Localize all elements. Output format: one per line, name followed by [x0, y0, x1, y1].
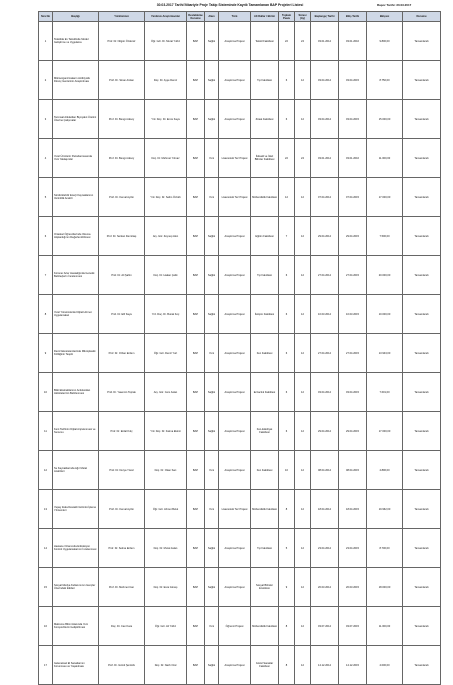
cell-status: Tamamlandı — [403, 100, 441, 139]
cell-budget: 11.000,00 — [367, 607, 403, 646]
cell-end: 03.04.2015 — [339, 61, 367, 100]
cell-unit: Mühendislik Fakültesi — [251, 607, 279, 646]
cell-type: Öğrenci Projesi — [219, 607, 251, 646]
cell-score: 6 — [279, 100, 295, 139]
cell-title: Mikroorganizmaların Antibiyotik Direnç Genlerinin Araştırılması — [53, 61, 99, 100]
cell-title: Tekstilde Ev Tekstilinde Model Geliştirme ve Uygulama — [53, 22, 99, 61]
cell-end: 07.04.2015 — [339, 178, 367, 217]
cell-title: Yapay Zeka Destekli Görüntü İşleme Yöntemleri — [53, 490, 99, 529]
cell-pi: Prof. Dr. Gönül Şentürk — [99, 646, 145, 685]
cell-org: BAP — [187, 646, 205, 685]
cell-team: Yrd. Doç. Dr. Emre Kaya — [145, 100, 187, 139]
col-header: Bitiş Tarihi — [339, 12, 367, 22]
cell-end: 20.03.2015 — [339, 568, 367, 607]
cell-no: 1 — [39, 22, 53, 61]
cell-no: 4 — [39, 139, 53, 178]
table-row — [39, 256, 441, 295]
cell-team: Arş. Gör. Zeynep Akın — [145, 217, 187, 256]
cell-type: Araştırma Projesi — [219, 295, 251, 334]
cell-type: Lisansüstü Tez Projesi — [219, 490, 251, 529]
cell-unit: Tıp Fakültesi — [251, 529, 279, 568]
cell-pi: Prof. Dr. Kemal Aydın — [99, 178, 145, 217]
cell-budget: 7.500,00 — [367, 217, 403, 256]
cell-score: 6 — [279, 373, 295, 412]
cell-status: Tamamlandı — [403, 412, 441, 451]
cell-no: 7 — [39, 256, 53, 295]
cell-budget: 9.800,00 — [367, 22, 403, 61]
cell-unit: Eczacılık Fakültesi — [251, 373, 279, 412]
cell-pi: Prof. Dr. Erdal Kılıç — [99, 412, 145, 451]
cell-type: Araştırma Projesi — [219, 217, 251, 256]
cell-status: Tamamlandı — [403, 61, 441, 100]
cell-start: 07.04.2014 — [311, 178, 339, 217]
cell-dur: 12 — [295, 295, 311, 334]
cell-unit: İktisadi ve İdari Bilimler Fakültesi — [251, 139, 279, 178]
cell-budget: 13.943,00 — [367, 334, 403, 373]
cell-status: Tamamlandı — [403, 178, 441, 217]
cell-title: Geleneksel El Sanatlarının Korunması ve Yaşatılması — [53, 646, 99, 685]
cell-unit: Güzel Sanatlar Fakültesi — [251, 646, 279, 685]
cell-type: Araştırma Projesi — [219, 256, 251, 295]
cell-dur: 12 — [295, 334, 311, 373]
cell-type: Araştırma Projesi — [219, 451, 251, 490]
cell-type: Araştırma Projesi — [219, 334, 251, 373]
cell-pi: Prof. Dr. Bengü Aksoy — [99, 139, 145, 178]
cell-no: 12 — [39, 451, 53, 490]
table-row — [39, 295, 441, 334]
cell-area: Sağlık — [205, 217, 219, 256]
cell-area: Sağlık — [205, 412, 219, 451]
cell-end: 03.01.2016 — [339, 22, 367, 61]
cell-org: BAP — [187, 217, 205, 256]
cell-unit: Tekstil Fakültesi — [251, 22, 279, 61]
col-header: Destekleme Kurumu — [188, 13, 203, 20]
cell-budget: 8.700,00 — [367, 529, 403, 568]
cell-area: Yeni — [205, 334, 219, 373]
cell-start: 29.04.2014 — [311, 217, 339, 256]
cell-title: Su Kaynaklarında Ağır Metal Analizleri — [53, 451, 99, 490]
cell-dur: 12 — [295, 646, 311, 685]
cell-unit: Tıp Fakültesi — [251, 61, 279, 100]
cell-type: Araştırma Projesi — [219, 646, 251, 685]
cell-team: Doç. Dr. Ayşe Demir — [145, 61, 187, 100]
cell-end: 23.04.2015 — [339, 529, 367, 568]
cell-budget: 10.000,00 — [367, 295, 403, 334]
cell-score: 22 — [279, 22, 295, 61]
cell-budget: 11.000,00 — [367, 139, 403, 178]
cell-area: Yeni — [205, 451, 219, 490]
cell-pi: Prof. Dr. Derya Yücel — [99, 451, 145, 490]
cell-no: 11 — [39, 412, 53, 451]
cell-org: BAP — [187, 61, 205, 100]
cell-end: 03.04.2015 — [339, 100, 367, 139]
cell-start: 08.04.2014 — [311, 451, 339, 490]
table-row — [39, 529, 441, 568]
cell-team: Öğr. Gör. Deniz Yurt — [145, 334, 187, 373]
cell-unit: Mühendislik Fakültesi — [251, 490, 279, 529]
cell-area: Sağlık — [205, 568, 219, 607]
cell-budget: 17.000,00 — [367, 178, 403, 217]
cell-start: 03.04.2014 — [311, 373, 339, 412]
cell-type: Araştırma Projesi — [219, 373, 251, 412]
cell-dur: 24 — [295, 139, 311, 178]
cell-area: Yeni — [205, 178, 219, 217]
cell-status: Tamamlandı — [403, 256, 441, 295]
col-header: Yürütücüsü — [99, 12, 145, 22]
cell-end: 29.04.2015 — [339, 412, 367, 451]
cell-team: Doç. Dr. Esra Güneş — [145, 568, 187, 607]
cell-title: Tarımsal Atıklardan Biyoyakıt Üretimi Üzerine Çalışmalar — [53, 100, 99, 139]
col-header: Başlığı — [53, 12, 99, 22]
cell-budget: 8.750,00 — [367, 61, 403, 100]
col-header: Toplam Puanı — [279, 12, 295, 22]
cell-start: 29.04.2014 — [311, 412, 339, 451]
cell-pi: Prof. Dr. Kemal Aydın — [99, 490, 145, 529]
table-row — [39, 22, 441, 61]
cell-no: 3 — [39, 100, 53, 139]
table-row — [39, 334, 441, 373]
cell-pi: Prof. Dr. Bengü Aksoy — [99, 100, 145, 139]
cell-dur: 12 — [295, 373, 311, 412]
cell-dur: 12 — [295, 568, 311, 607]
cell-no: 5 — [39, 178, 53, 217]
cell-status: Tamamlandı — [403, 451, 441, 490]
cell-pi: Doç. Dr. Can Kara — [99, 607, 145, 646]
report-id: Rapor Tarihi: 30.03.2017 — [377, 3, 412, 7]
cell-org: BAP — [187, 607, 205, 646]
cell-budget: 15.000,00 — [367, 100, 403, 139]
cell-unit: Tıp Fakültesi — [251, 256, 279, 295]
cell-unit: Eğitim Fakültesi — [251, 217, 279, 256]
col-header: Alt Dallar / Birimi — [251, 12, 279, 22]
table-body — [39, 22, 441, 685]
cell-pi: Prof. Dr. Elif Kaya — [99, 295, 145, 334]
cell-org: BAP — [187, 334, 205, 373]
cell-unit: Mühendislik Fakültesi — [251, 178, 279, 217]
cell-title: Yerel Yönetimlerde Dijital Hizmet Uygulamaları — [53, 295, 99, 334]
cell-start: 10.03.2014 — [311, 295, 339, 334]
cell-title: Bitki Ekstraktlarının Antioksidan Aktivitelerinin Belirlenmesi — [53, 373, 99, 412]
cell-org: BAP — [187, 256, 205, 295]
cell-status: Tamamlandı — [403, 490, 441, 529]
cell-end: 18.04.2015 — [339, 490, 367, 529]
cell-team: Yrd. Doç. Dr. Selim Öztürk — [145, 178, 187, 217]
table-row — [39, 451, 441, 490]
cell-dur: 12 — [295, 451, 311, 490]
cell-dur: 12 — [295, 412, 311, 451]
table-row — [39, 412, 441, 451]
cell-no: 14 — [39, 529, 53, 568]
cell-team: Yrd. Doç. Dr. Burak Koç — [145, 295, 187, 334]
col-header: Alanı — [205, 12, 219, 22]
cell-title: Deniz Ekosistemlerinde Mikroplastik Kirliliğinin Tespiti — [53, 334, 99, 373]
cell-start: 03.01.2014 — [311, 139, 339, 178]
cell-type: Araştırma Projesi — [219, 100, 251, 139]
cell-score: 22 — [279, 139, 295, 178]
cell-type: Araştırma Projesi — [219, 22, 251, 61]
cell-dur: 12 — [295, 607, 311, 646]
col-header: Yardımcı Araştırmacılar — [145, 12, 187, 22]
cell-area: Sağlık — [205, 529, 219, 568]
cell-area: Yeni — [205, 139, 219, 178]
cell-area: Sağlık — [205, 373, 219, 412]
cell-status: Tamamlandı — [403, 568, 441, 607]
cell-dur: 12 — [295, 217, 311, 256]
cell-title: Koroner Arter Hastalığında Genetik Belirteçlerin İncelenmesi — [53, 256, 99, 295]
cell-status: Tamamlandı — [403, 295, 441, 334]
cell-status: Tamamlandı — [403, 217, 441, 256]
cell-pi: Prof. Dr. Serkan Demirtaş — [99, 217, 145, 256]
cell-end: 03.04.2015 — [339, 373, 367, 412]
cell-unit: İletişim Fakültesi — [251, 295, 279, 334]
cell-score: 6 — [279, 412, 295, 451]
cell-start: 23.04.2014 — [311, 529, 339, 568]
cell-team: Doç. Dr. Okan Sarı — [145, 451, 187, 490]
cell-budget: 7.601,00 — [367, 373, 403, 412]
cell-type: Araştırma Projesi — [219, 61, 251, 100]
col-header: Türü — [219, 12, 251, 22]
cell-end: 14.12.2015 — [339, 646, 367, 685]
table-row — [39, 646, 441, 685]
table-row — [39, 568, 441, 607]
cell-org: BAP — [187, 373, 205, 412]
cell-end: 10.03.2015 — [339, 295, 367, 334]
cell-org: BAP — [187, 178, 205, 217]
cell-dur: 12 — [295, 490, 311, 529]
cell-status: Tamamlandı — [403, 22, 441, 61]
table-row — [39, 139, 441, 178]
cell-start: 18.04.2014 — [311, 490, 339, 529]
cell-score: 5 — [279, 529, 295, 568]
cell-pi: Prof. Dr. Yasemin Toprak — [99, 373, 145, 412]
cell-unit: Ziraat Fakültesi — [251, 100, 279, 139]
cell-budget: 4.000,00 — [367, 646, 403, 685]
cell-team: Öğr. Gör. Dr. Murat Yıldız — [145, 22, 187, 61]
table-row — [39, 373, 441, 412]
cell-no: 15 — [39, 568, 53, 607]
cell-dur: 12 — [295, 178, 311, 217]
cell-unit: Fen Fakültesi — [251, 334, 279, 373]
cell-org: BAP — [187, 490, 205, 529]
cell-end: 08.04.2015 — [339, 451, 367, 490]
cell-area: Sağlık — [205, 646, 219, 685]
cell-area: Sağlık — [205, 256, 219, 295]
cell-area: Sağlık — [205, 61, 219, 100]
cell-org: BAP — [187, 22, 205, 61]
cell-no: 13 — [39, 490, 53, 529]
cell-team: Öğr. Gör. Ali Yıldız — [145, 607, 187, 646]
cell-area: Yeni — [205, 490, 219, 529]
cell-status: Tamamlandı — [403, 334, 441, 373]
cell-score: 8 — [279, 490, 295, 529]
cell-type: Araştırma Projesi — [219, 412, 251, 451]
cell-score: 6 — [279, 334, 295, 373]
cell-status: Tamamlandı — [403, 529, 441, 568]
cell-pi: Prof. Dr. Orhan Erdem — [99, 334, 145, 373]
col-header: Sıra No — [39, 12, 53, 22]
cell-end: 27.04.2015 — [339, 256, 367, 295]
cell-team: Doç. Dr. Mehmet Yılmaz — [145, 139, 187, 178]
cell-no: 9 — [39, 334, 53, 373]
cell-org: BAP — [187, 295, 205, 334]
cell-team: Arş. Gör. Cem Aslan — [145, 373, 187, 412]
cell-team: Doç. Dr. Nazlı Oral — [145, 646, 187, 685]
cell-org: BAP — [187, 568, 205, 607]
cell-score: 6 — [279, 295, 295, 334]
cell-budget: 4.896,00 — [367, 451, 403, 490]
cell-start: 27.04.2014 — [311, 256, 339, 295]
table-row — [39, 217, 441, 256]
cell-start: 03.04.2014 — [311, 61, 339, 100]
cell-type: Lisansüstü Tez Projesi — [219, 178, 251, 217]
cell-score: 10 — [279, 451, 295, 490]
cell-type: Araştırma Projesi — [219, 529, 251, 568]
projects-table — [38, 11, 441, 685]
cell-status: Tamamlandı — [403, 607, 441, 646]
cell-dur: 12 — [295, 256, 311, 295]
cell-start: 03.04.2014 — [311, 100, 339, 139]
col-header: Başlangıç Tarihi — [311, 12, 339, 22]
cell-start: 03.01.2014 — [311, 22, 339, 61]
cell-pi: Prof. Dr. Ali Şahin — [99, 256, 145, 295]
cell-no: 6 — [39, 217, 53, 256]
col-header: Süresi (Ay) — [295, 12, 311, 22]
table-header-row — [39, 12, 441, 22]
cell-score: 9 — [279, 568, 295, 607]
col-header: Bütçesi — [367, 12, 403, 22]
cell-no: 8 — [39, 295, 53, 334]
cell-unit: Fen Fakültesi — [251, 451, 279, 490]
cell-score: 7 — [279, 217, 295, 256]
cell-start: 03.07.2014 — [311, 607, 339, 646]
cell-budget: 18.000,00 — [367, 568, 403, 607]
cell-area: Sağlık — [205, 22, 219, 61]
cell-pi: Prof. Dr. Mehmet Can — [99, 568, 145, 607]
table-row — [39, 490, 441, 529]
table-row — [39, 178, 441, 217]
cell-team: Yrd. Doç. Dr. Fatma Ekinci — [145, 412, 187, 451]
cell-score: 8 — [279, 607, 295, 646]
cell-org: BAP — [187, 529, 205, 568]
cell-unit: Fen-Edebiyat Fakültesi — [251, 412, 279, 451]
col-header: Durumu — [403, 12, 441, 22]
cell-title: Hastane Ortamında Enfeksiyon Kontrol Uygulamalarının İncelenmesi — [53, 529, 99, 568]
cell-no: 10 — [39, 373, 53, 412]
table-row — [39, 61, 441, 100]
cell-dur: 12 — [295, 61, 311, 100]
cell-status: Tamamlandı — [403, 139, 441, 178]
cell-budget: 17.000,00 — [367, 412, 403, 451]
cell-pi: Prof. Dr. Nilgün Özdemir — [99, 22, 145, 61]
cell-title: Sürdürülebilir Enerji Kaynaklarının Verimlilik Analizi — [53, 178, 99, 217]
cell-dur: 12 — [295, 100, 311, 139]
cell-title: Malzeme Bilimi Alanında Yeni Kompozitlerin Geliştirilmesi — [53, 607, 99, 646]
cell-org: BAP — [187, 139, 205, 178]
cell-dur: 12 — [295, 529, 311, 568]
cell-start: 20.03.2014 — [311, 568, 339, 607]
cell-pi: Prof. Dr. Selma Erdem — [99, 529, 145, 568]
cell-no: 17 — [39, 646, 53, 685]
table-row — [39, 100, 441, 139]
cell-title: Yerel Ürünlerin Pazarlanmasında Yeni Yaklaşımlar — [53, 139, 99, 178]
cell-end: 29.04.2015 — [339, 217, 367, 256]
cell-status: Tamamlandı — [403, 373, 441, 412]
cell-score: 8 — [279, 646, 295, 685]
cell-score: 6 — [279, 256, 295, 295]
cell-org: BAP — [187, 451, 205, 490]
cell-no: 2 — [39, 61, 53, 100]
cell-end: 03.01.2016 — [339, 139, 367, 178]
cell-title: Sosyal Medya Kullanımının Gençler Üzerindeki Etkileri — [53, 568, 99, 607]
cell-pi: Prof. Dr. Sinan Arslan — [99, 61, 145, 100]
cell-title: Ortaokul Öğrencilerinde Okuma Alışkanlığının Değerlendirilmesi — [53, 217, 99, 256]
cell-area: Sağlık — [205, 100, 219, 139]
cell-org: BAP — [187, 100, 205, 139]
cell-type: Lisansüstü Tez Projesi — [219, 139, 251, 178]
cell-team: Doç. Dr. Hakan Çelik — [145, 256, 187, 295]
cell-score: 12 — [279, 178, 295, 217]
cell-start: 14.12.2014 — [311, 646, 339, 685]
cell-title: Kent Tarihinin Dijital Arşivlenmesi ve Sunumu — [53, 412, 99, 451]
cell-type: Araştırma Projesi — [219, 568, 251, 607]
cell-budget: 20.000,00 — [367, 256, 403, 295]
cell-dur: 24 — [295, 22, 311, 61]
cell-team: Öğr. Gör. Ahmet Bulut — [145, 490, 187, 529]
cell-budget: 19.962,00 — [367, 490, 403, 529]
cell-area: Sağlık — [205, 295, 219, 334]
cell-end: 03.07.2015 — [339, 607, 367, 646]
page-title: 30.03.2017 Tarihi İtibariyle Proje Takip Sisteminde Kayıtlı Tamamlanan BAP Projeleri Listesi — [156, 3, 304, 7]
cell-start: 27.04.2014 — [311, 334, 339, 373]
cell-status: Tamamlandı — [403, 646, 441, 685]
cell-end: 27.04.2015 — [339, 334, 367, 373]
cell-score: 6 — [279, 61, 295, 100]
cell-team: Doç. Dr. Murat Aslan — [145, 529, 187, 568]
cell-no: 16 — [39, 607, 53, 646]
cell-area: Yeni — [205, 607, 219, 646]
cell-org: BAP — [187, 412, 205, 451]
cell-unit: Sosyal Bilimler Enstitüsü — [251, 568, 279, 607]
